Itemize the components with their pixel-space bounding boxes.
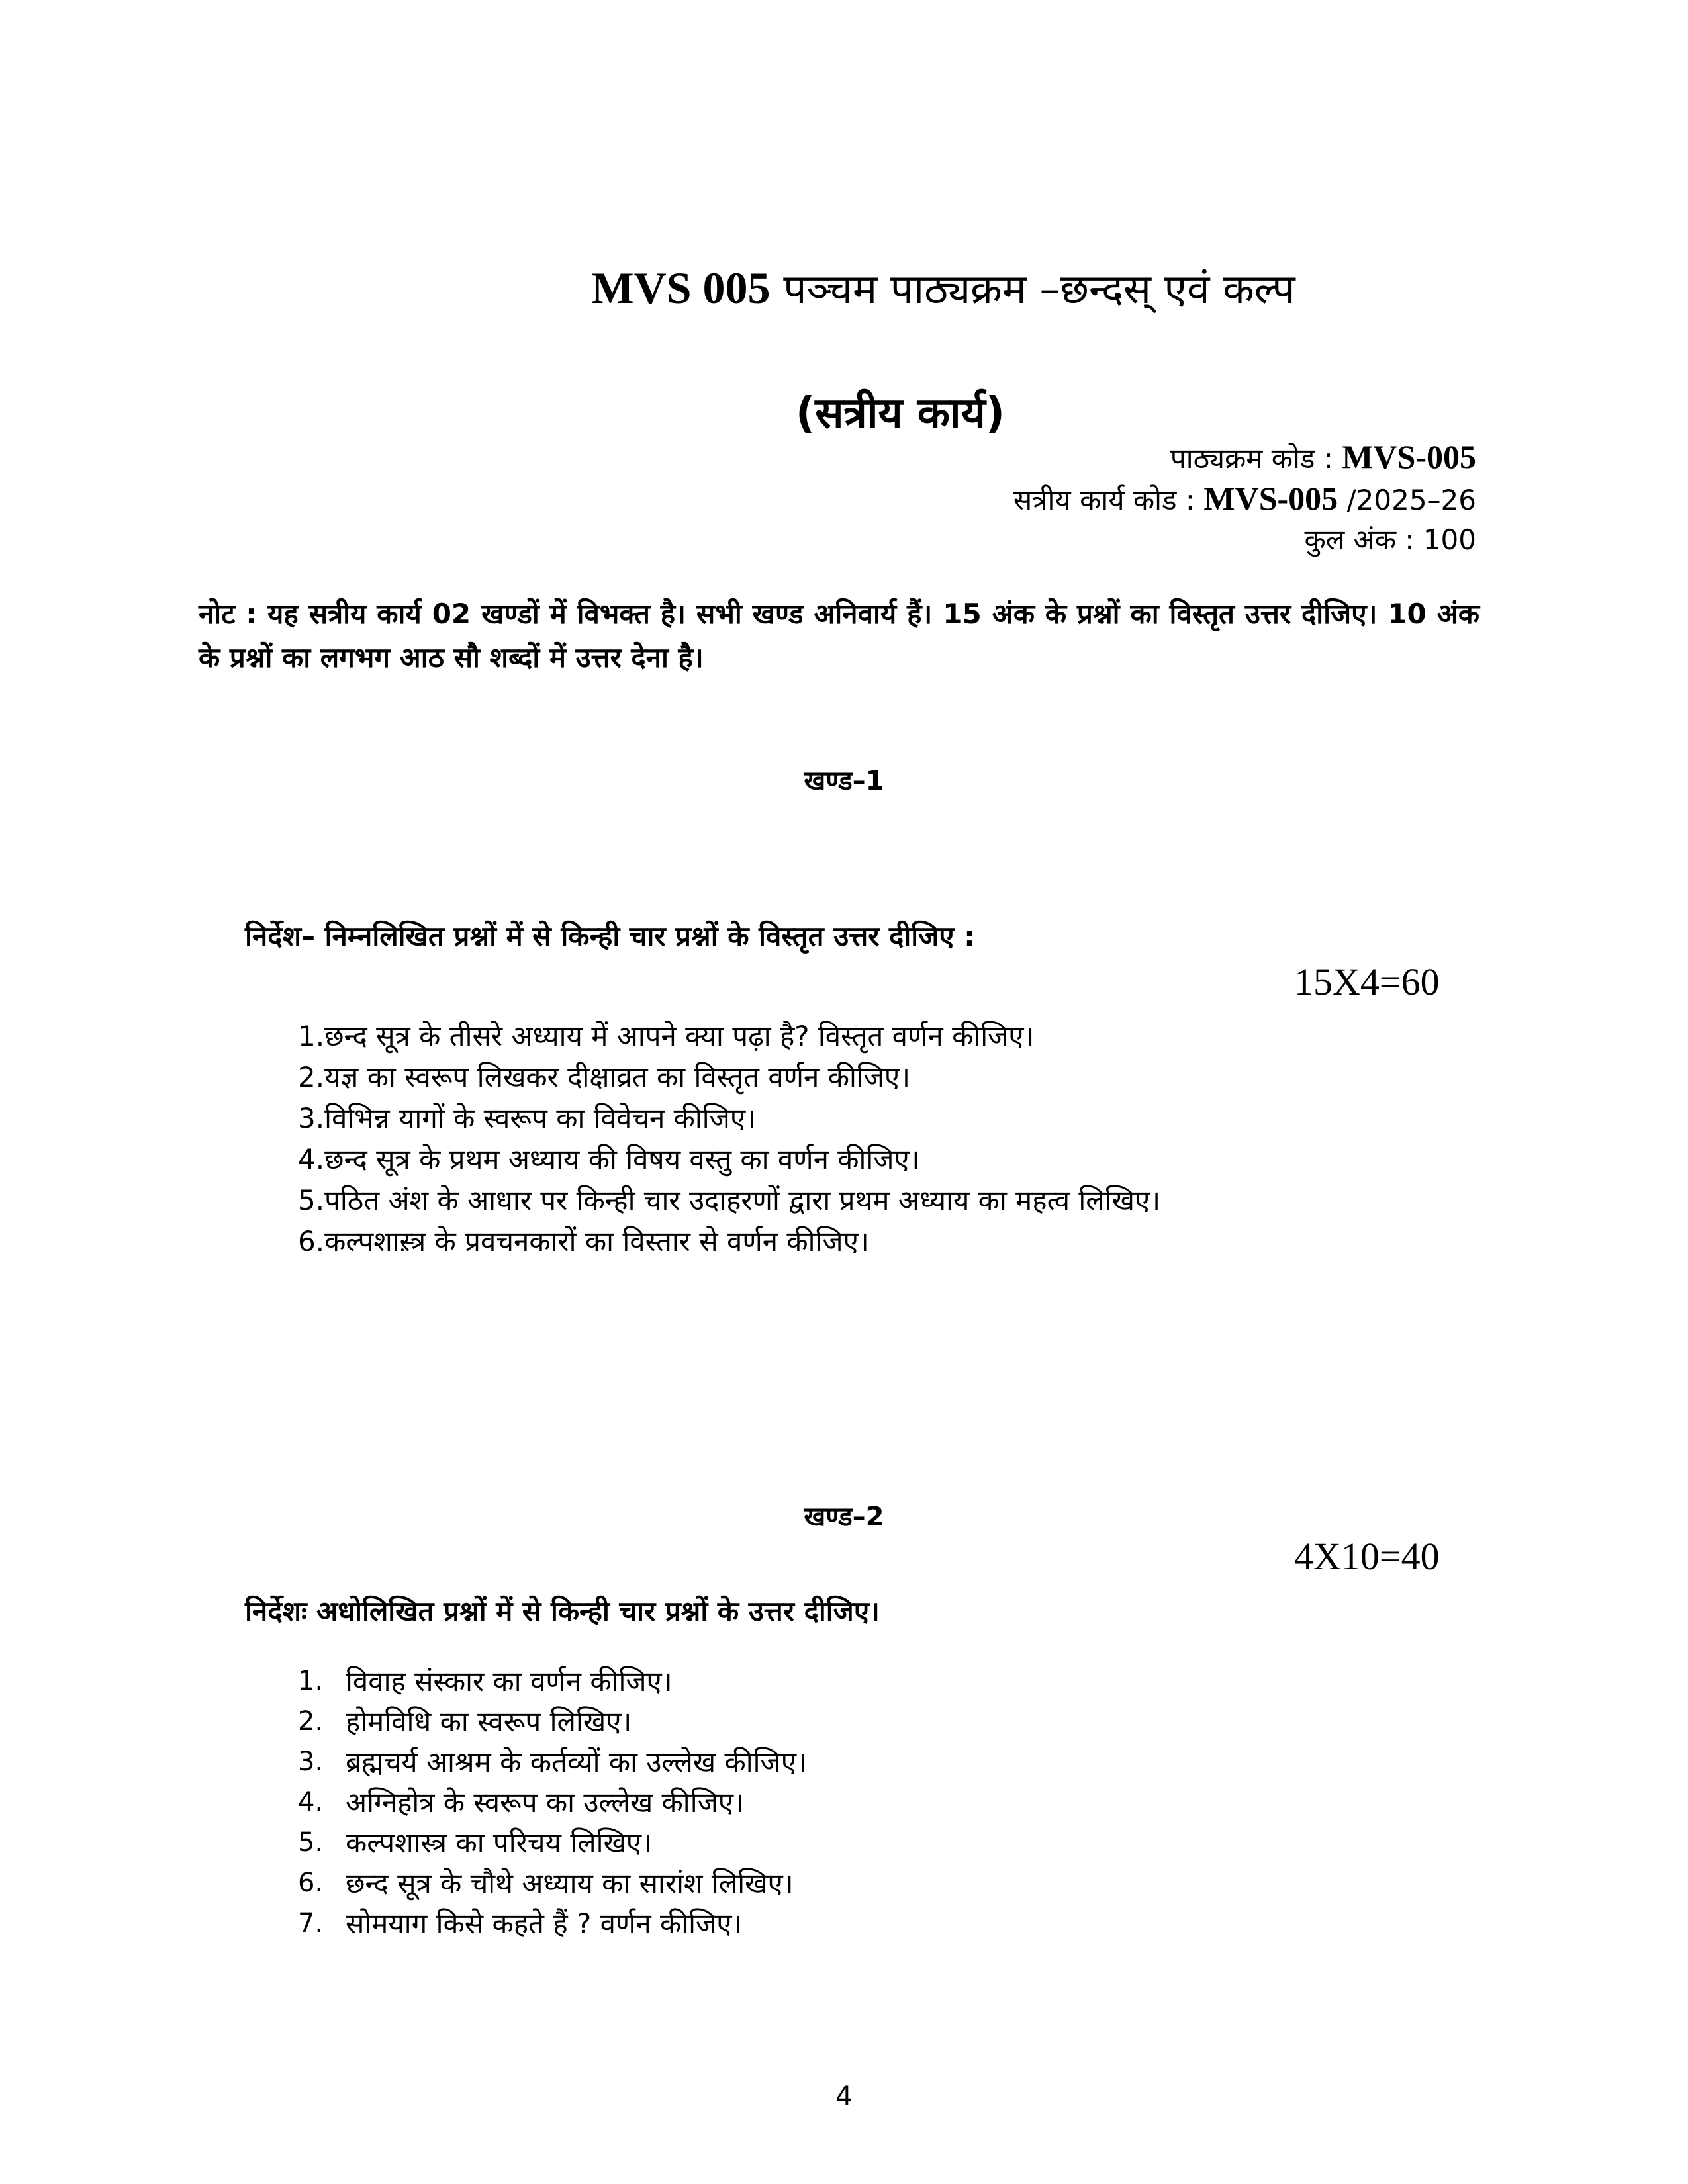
question-number: 1.	[298, 1666, 324, 1696]
list-item	[298, 1863, 807, 1903]
section-1-question-list	[298, 1016, 1160, 1262]
page-number: 4	[835, 2081, 853, 2112]
question-number: 2.	[298, 1706, 324, 1737]
page-title	[0, 261, 1688, 316]
assignment-note: नोट : यह सत्रीय कार्य 02 खण्डों में विभक्त है। सभी खण्ड अनिवार्य हैं। 15 अंक के प्रश्नों का विस्तृत उत्तर दीजिए। 10 अंक के प्रश्नों का लगभग आठ सौ शब्दों में उत्तर देना है।	[199, 598, 1479, 674]
list-item	[298, 1782, 807, 1823]
section-2-heading: खण्ड–2	[804, 1502, 884, 1532]
list-item	[298, 1702, 807, 1742]
question-text: होमविधि का स्वरूप लिखिए।	[346, 1706, 632, 1738]
section-1-question-5: 5.पठित अंश के आधार पर किन्ही चार उदाहरणों द्वारा प्रथम अध्याय का महत्व लिखिए।	[298, 1184, 1161, 1216]
total-marks-label: कुल अंक :	[1304, 523, 1415, 556]
assignment-code-row	[1013, 478, 1476, 520]
section-1-marks: 15X4=60	[1294, 960, 1440, 1003]
total-marks-value: 100	[1423, 523, 1476, 556]
question-number: 3.	[298, 1747, 324, 1777]
total-marks-row	[1305, 520, 1476, 560]
section-1-question-1: 1.छन्द सूत्र के तीसरे अध्याय में आपने क्या पढ़ा है? विस्तृत वर्णन कीजिए।	[298, 1020, 1035, 1052]
page-subtitle	[0, 387, 1688, 440]
list-item	[298, 1903, 807, 1944]
assignment-code-year: /2025–26	[1346, 484, 1476, 516]
question-text: कल्पशास्त्र का परिचय लिखिए।	[346, 1827, 652, 1859]
question-text: विवाह संस्कार का वर्णन कीजिए।	[346, 1665, 673, 1698]
question-text: सोमयाग किसे कहते हैं ? वर्णन कीजिए।	[346, 1907, 743, 1940]
question-number: 5.	[298, 1827, 324, 1858]
list-item	[298, 1742, 807, 1782]
question-text: छन्द सूत्र के चौथे अध्याय का सारांश लिखिए।	[346, 1867, 794, 1899]
assignment-subtitle: (सत्रीय कार्य)	[796, 389, 1005, 438]
course-title: पञ्चम पाठ्यक्रम –छन्दस् एवं कल्प	[783, 265, 1295, 313]
section-1-question-3: 3.विभिन्न यागों के स्वरूप का विवेचन कीजिए।	[298, 1102, 756, 1134]
question-number: 7.	[298, 1908, 324, 1938]
section-1-question-2: 2.यज्ञ का स्वरूप लिखकर दीक्षाव्रत का विस्तृत वर्णन कीजिए।	[298, 1061, 911, 1093]
section-1-heading: खण्ड–1	[804, 766, 884, 796]
list-item	[298, 1661, 807, 1702]
section-2-marks: 4X10=40	[1294, 1535, 1440, 1578]
question-number: 4.	[298, 1787, 324, 1817]
section-2-question-list	[298, 1661, 807, 1944]
course-code-row	[1170, 437, 1476, 478]
list-item	[298, 1823, 807, 1863]
course-code-heading: MVS 005	[591, 263, 771, 313]
section-1-question-4: 4.छन्द सूत्र के प्रथम अध्याय की विषय वस्तु का वर्णन कीजिए।	[298, 1143, 920, 1175]
course-code-value: MVS-005	[1342, 438, 1476, 475]
section-1-instruction: निर्देश– निम्नलिखित प्रश्नों में से किन्ही चार प्रश्नों के विस्तृत उत्तर दीजिए :	[245, 920, 975, 952]
assignment-code-value: MVS-005	[1203, 480, 1338, 517]
course-code-label: पाठ्यक्रम कोड :	[1170, 442, 1333, 475]
section-2-instruction: निर्देशः अधोलिखित प्रश्नों में से किन्ही चार प्रश्नों के उत्तर दीजिए।	[245, 1595, 880, 1627]
question-number: 6.	[298, 1868, 324, 1898]
section-1-question-6: 6.कल्पशास़्त्र के प्रवचनकारों का विस्तार से वर्णन कीजिए।	[298, 1225, 869, 1257]
question-text: ब्रह्मचर्य आश्रम के कर्तव्यों का उल्लेख कीजिए।	[346, 1746, 807, 1778]
assignment-code-label: सत्रीय कार्य कोड :	[1013, 484, 1196, 516]
question-text: अग्निहोत्र के स्वरूप का उल्लेख कीजिए।	[346, 1786, 744, 1819]
